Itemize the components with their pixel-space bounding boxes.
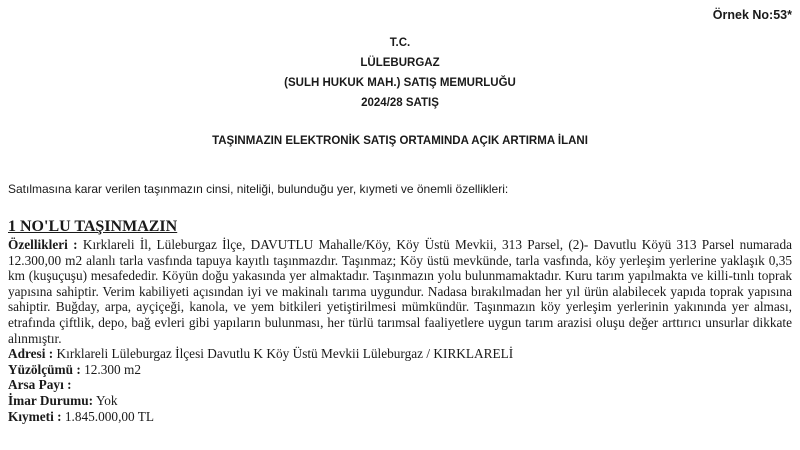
features-row [8, 237, 792, 346]
example-number: Örnek No:53* [712, 8, 792, 22]
share-row [8, 377, 792, 393]
value-row [8, 409, 792, 425]
header-line-country: T.C. [389, 37, 411, 49]
document-header [0, 33, 800, 113]
address-label: Adresi : [8, 346, 54, 362]
property-section [8, 217, 792, 424]
area-value: 12.300 m2 [84, 361, 141, 377]
area-row [8, 362, 792, 378]
intro-text: Satılmasına karar verilen taşınmazın cinsi, niteliği, bulunduğu yer, kıymeti ve önemli özellikleri: [8, 182, 509, 196]
features-text: Kırklareli İl, Lüleburgaz İlçe, DAVUTLU Mahalle/Köy, Köy Üstü Mevkii, 313 Parsel, (2)- Davutlu Köyü 313 Parsel numarada 12.300,00 m2 alanlı tarla vasfında tapuya kayıtlı taşınmazdır. Taşınmaz; Köy üstü mevkünde, tarla vasfında, köy yerleşim yerlerine yaklaşık 0,35 km (kuşuçuşu) mesafededir. Köyün doğu yakasında yer almaktadır. Taşınmazın yolu bulunmamaktadır. Kuru tarım yapılmakta ve killi-tınlı toprak yapısına sahiptir. Verim kabiliyeti açısından iyi ve makinalı tarıma uygundur. Nadasa bırakılmadan her yıl ürün alabilecek yapıda toprak yapısına sahiptir. Buğday, arpa, ayçiçeği, kanola, ve yem bitkileri yetiştirilmesi mümkündür. Taşınmazın köy yerleşim yerlerinin yakınında yer alması, etrafında çiftlik, depo, bağ evleri gibi yapıların bulunması, her türlü tarımsal faaliyetlere uygun tarım arazisi oluşu değer arttırıcı unsurlar dikkate alınmıştır. [8, 237, 792, 346]
value-label: Kıymeti : [8, 408, 62, 424]
area-label: Yüzölçümü : [8, 361, 81, 377]
header-line-file-number: 2024/28 SATIŞ [361, 97, 439, 109]
property-title: 1 NO'LU TAŞINMAZIN [8, 218, 178, 235]
header-line-district: LÜLEBURGAZ [360, 57, 440, 69]
address-value: Kırklareli Lüleburgaz İlçesi Davutlu K Köy Üstü Mevkii Lüleburgaz / KIRKLARELİ [56, 346, 514, 362]
share-label: Arsa Payı : [8, 377, 72, 393]
zoning-row [8, 393, 792, 409]
value-value: 1.845.000,00 TL [64, 408, 155, 424]
zoning-value: Yok [95, 392, 118, 408]
zoning-label: İmar Durumu: [8, 392, 94, 408]
features-label: Özellikleri : [8, 237, 78, 252]
notice-title: TAŞINMAZIN ELEKTRONİK SATIŞ ORTAMINDA AÇIK ARTIRMA İLANI [212, 135, 588, 147]
address-row [8, 346, 792, 362]
header-line-office: (SULH HUKUK MAH.) SATIŞ MEMURLUĞU [284, 77, 516, 89]
